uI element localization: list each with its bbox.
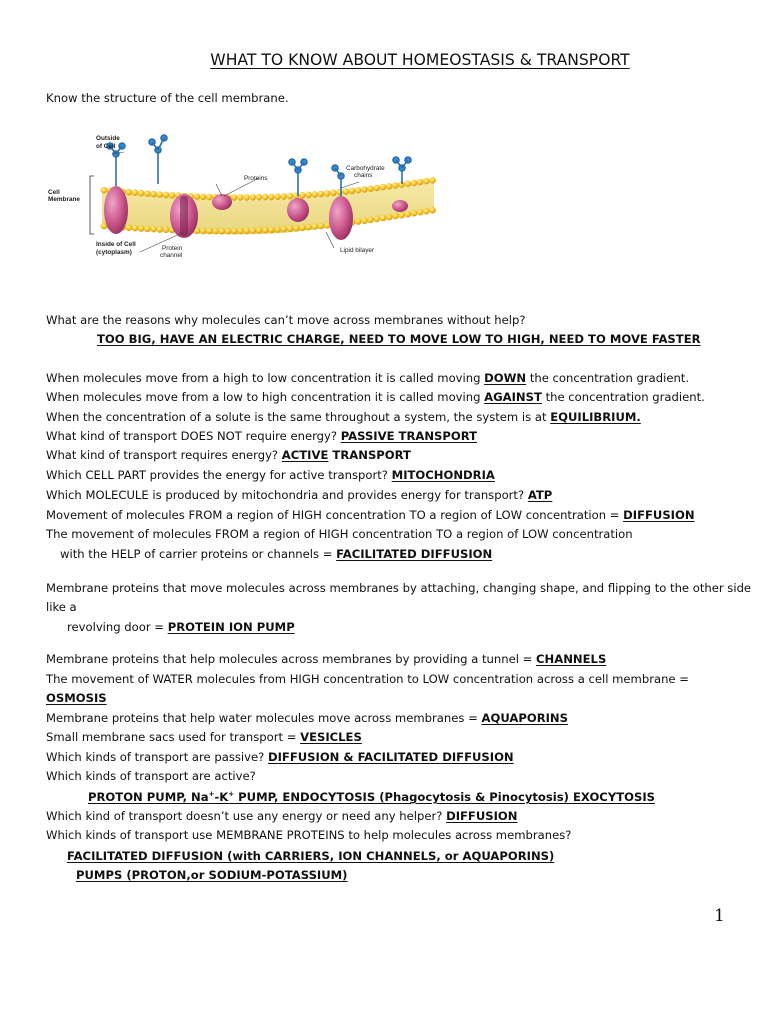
answer: MITOCHONDRIA: [391, 468, 495, 482]
text: Which CELL PART provides the energy for active transport?: [46, 468, 392, 482]
text: Small membrane sacs used for transport =: [46, 730, 301, 744]
line-passive: [46, 429, 477, 443]
cell-membrane-diagram: [44, 124, 438, 292]
answer: ATP: [527, 488, 553, 502]
text: -K: [214, 790, 229, 804]
label-channel: Protein: [162, 245, 183, 252]
page-title: WHAT TO KNOW ABOUT HOMEOSTASIS & TRANSPORT: [210, 51, 630, 69]
answer: DIFFUSION & FACILITATED DIFFUSION: [267, 750, 514, 764]
text: Membrane proteins that help water molecules move across membranes =: [46, 711, 482, 725]
text: Movement of molecules FROM a region of HIGH concentration TO a region of LOW concentration =: [46, 508, 624, 522]
text: with the HELP of carrier proteins or channels =: [60, 547, 337, 561]
page-number: 1: [714, 906, 725, 926]
text: What kind of transport requires energy?: [46, 448, 282, 462]
label-membrane-2: Membrane: [48, 196, 80, 203]
answer-osmosis: OSMOSIS: [46, 691, 107, 705]
line-like-a: like a: [46, 600, 77, 614]
answer: CHANNELS: [536, 652, 607, 666]
line-membrane-proteins: Membrane proteins that move molecules across membranes by attaching, changing shape, and flipping to the other side: [46, 581, 752, 595]
line-mitochondria: [46, 468, 495, 482]
line-vesicles: [46, 730, 362, 744]
text: When the concentration of a solute is the same throughout a system, the system is at: [46, 410, 551, 424]
label-carb-2: chains: [354, 172, 373, 179]
label-inside-2: (cytoplasm): [96, 249, 132, 256]
label-outside-2: of Cell: [96, 143, 116, 150]
label-carb: Carbohydrate: [346, 165, 385, 172]
text: When molecules move from a high to low concentration it is called moving: [46, 371, 485, 385]
answer: EQUILIBRIUM.: [550, 410, 641, 424]
superscript: +: [208, 790, 215, 798]
answer: AQUAPORINS: [481, 711, 568, 725]
line-passive-kinds: [46, 750, 514, 764]
line-diffusion: [46, 508, 695, 522]
answer-active-kinds: [88, 790, 655, 804]
text: Which kinds of transport are passive?: [46, 750, 268, 764]
line-down: [46, 371, 689, 385]
line-atp: [46, 488, 552, 502]
label-channel-2: channel: [160, 252, 183, 259]
answer-facilitated: FACILITATED DIFFUSION (with CARRIERS, ION CHANNELS, or AQUAPORINS): [67, 849, 555, 863]
intro-text: Know the structure of the cell membrane.: [46, 91, 289, 105]
answer: PROTEIN ION PUMP: [167, 620, 295, 634]
answer: DIFFUSION: [446, 809, 518, 823]
question-reasons: What are the reasons why molecules can’t move across membranes without help?: [46, 313, 526, 327]
answer: FACILITATED DIFFUSION: [336, 547, 493, 561]
protein-shape: [329, 196, 353, 240]
answer: DOWN: [484, 371, 527, 385]
answer-reasons: TOO BIG, HAVE AN ELECTRIC CHARGE, NEED TO MOVE LOW TO HIGH, NEED TO MOVE FASTER: [97, 332, 701, 346]
text: PUMP, ENDOCYTOSIS (Phagocytosis & Pinocytosis) EXOCYTOSIS: [234, 790, 655, 804]
answer: DIFFUSION: [623, 508, 695, 522]
line-no-energy: [46, 809, 518, 823]
label-proteins: Proteins: [244, 175, 268, 182]
label-outside: Outside: [96, 135, 120, 142]
line-water: The movement of WATER molecules from HIGH concentration to LOW concentration across a cell membrane =: [46, 672, 689, 686]
line-equilibrium: [46, 410, 641, 424]
protein-shape: [392, 200, 408, 212]
line-movement: The movement of molecules FROM a region of HIGH concentration TO a region of LOW concentration: [46, 527, 633, 541]
answer: AGAINST: [484, 390, 542, 404]
answer: PASSIVE TRANSPORT: [340, 429, 478, 443]
line-active: [46, 448, 411, 462]
answer: ACTIVE: [281, 448, 329, 462]
protein-shape: [287, 198, 309, 222]
text: the concentration gradient.: [526, 371, 690, 385]
line-revolving: [67, 620, 295, 634]
line-active-kinds: Which kinds of transport are active?: [46, 769, 256, 783]
text: When molecules move from a low to high concentration it is called moving: [46, 390, 485, 404]
protein-shape: [212, 194, 232, 210]
text: revolving door =: [67, 620, 168, 634]
label-membrane: Cell: [48, 189, 60, 196]
line-membrane-proteins-kinds: Which kinds of transport use MEMBRANE PROTEINS to help molecules across membranes?: [46, 828, 572, 842]
protein-shape: [104, 186, 128, 234]
text: the concentration gradient.: [541, 390, 705, 404]
text: Which MOLECULE is produced by mitochondria and provides energy for transport?: [46, 488, 528, 502]
answer: VESICLES: [300, 730, 362, 744]
answer-suffix: TRANSPORT: [328, 448, 411, 462]
text: Membrane proteins that help molecules across membranes by providing a tunnel =: [46, 652, 537, 666]
label-bilayer: Lipid bilayer: [340, 247, 375, 254]
line-against: [46, 390, 705, 404]
line-facilitated: [60, 547, 492, 561]
label-inside: Inside of Cell: [96, 241, 136, 248]
text: What kind of transport DOES NOT require energy?: [46, 429, 341, 443]
line-aquaporins: [46, 711, 568, 725]
line-channels: [46, 652, 606, 666]
superscript: +: [228, 790, 235, 798]
text: PROTON PUMP, Na: [88, 790, 209, 804]
answer-pumps: PUMPS (PROTON,or SODIUM-POTASSIUM): [76, 868, 348, 882]
text: Which kind of transport doesn’t use any energy or need any helper?: [46, 809, 447, 823]
